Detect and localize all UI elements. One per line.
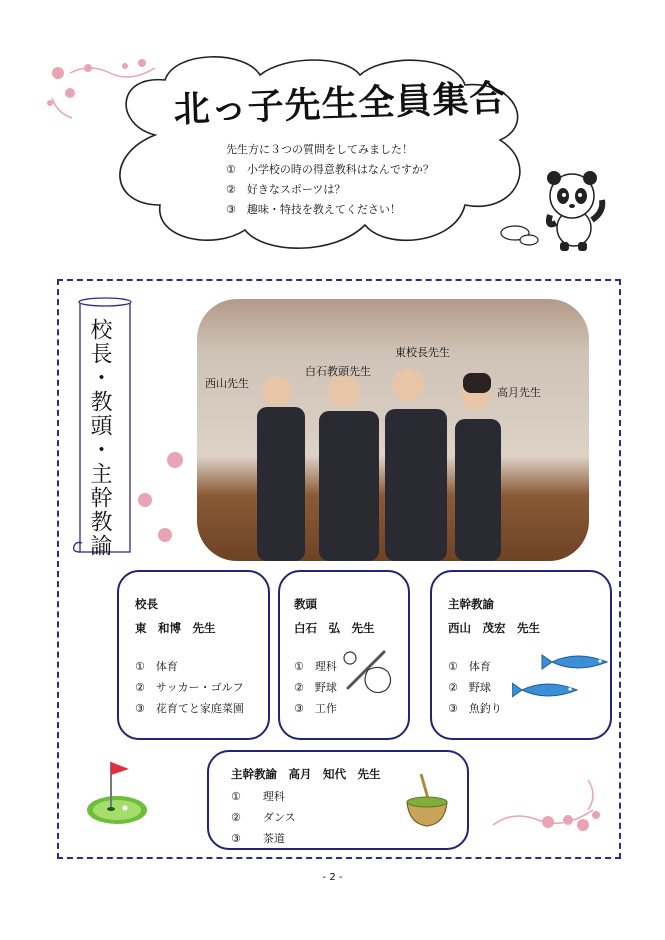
photo-image bbox=[197, 299, 589, 561]
answer-1: ① 体育 bbox=[448, 660, 491, 673]
label-takatsuki: 高月先生 bbox=[497, 386, 541, 399]
card-name: 東 和博 先生 bbox=[135, 621, 216, 635]
card-name: 西山 茂宏 先生 bbox=[448, 621, 540, 635]
answer-3: ③ 茶道 bbox=[231, 832, 285, 845]
golf-icon bbox=[85, 758, 151, 828]
intro-questions bbox=[226, 140, 434, 220]
card-role: 校長 bbox=[135, 597, 158, 611]
fish-icon bbox=[512, 648, 612, 706]
card-role: 教頭 bbox=[294, 597, 317, 611]
answer-1: ① 理科 bbox=[231, 790, 285, 803]
label-shiraishi: 白石教頭先生 bbox=[305, 365, 371, 378]
card-role: 主幹教諭 bbox=[448, 597, 494, 611]
answer-2: ② 野球 bbox=[448, 681, 491, 694]
question-1: ① 小学校の時の得意教科はなんですか？ bbox=[226, 163, 434, 176]
question-2: ② 好きなスポーツは？ bbox=[226, 183, 346, 196]
flower-decoration-bottom-right bbox=[488, 770, 608, 840]
answer-3: ③ 工作 bbox=[294, 702, 337, 715]
answer-3: ③ 花育てと家庭菜園 bbox=[135, 702, 244, 715]
answer-1: ① 理科 bbox=[294, 660, 337, 673]
answer-2: ② ダンス bbox=[231, 811, 296, 824]
card-name: 白石 弘 先生 bbox=[294, 621, 375, 635]
label-higashi: 東校長先生 bbox=[395, 346, 450, 359]
flower-decoration-left bbox=[130, 445, 200, 555]
page-number: - 2 - bbox=[322, 872, 343, 883]
tea-bowl-icon bbox=[405, 772, 449, 832]
label-nishiyama: 西山先生 bbox=[205, 377, 249, 390]
group-photo bbox=[197, 299, 589, 561]
card-lead-teacher-takatsuki bbox=[207, 750, 469, 850]
question-3: ③ 趣味・特技を教えてください！ bbox=[226, 203, 401, 216]
answer-1: ① 体育 bbox=[135, 660, 178, 673]
intro-lead: 先生方に３つの質問をしてみました！ bbox=[226, 143, 413, 156]
panda-illustration bbox=[540, 168, 610, 253]
card-lead-teacher-nishiyama bbox=[430, 570, 612, 740]
card-header: 主幹教諭 高月 知代 先生 bbox=[231, 767, 381, 781]
card-principal bbox=[117, 570, 270, 740]
page-title: 北っ子先生全員集合 bbox=[172, 78, 508, 131]
answer-2: ② 野球 bbox=[294, 681, 337, 694]
card-vice-principal bbox=[278, 570, 410, 740]
scroll-title: 校長・教頭・主幹教諭 bbox=[87, 318, 112, 558]
answer-3: ③ 魚釣り bbox=[448, 702, 502, 715]
baseball-icon bbox=[342, 648, 398, 696]
answer-2: ② サッカー・ゴルフ bbox=[135, 681, 244, 694]
